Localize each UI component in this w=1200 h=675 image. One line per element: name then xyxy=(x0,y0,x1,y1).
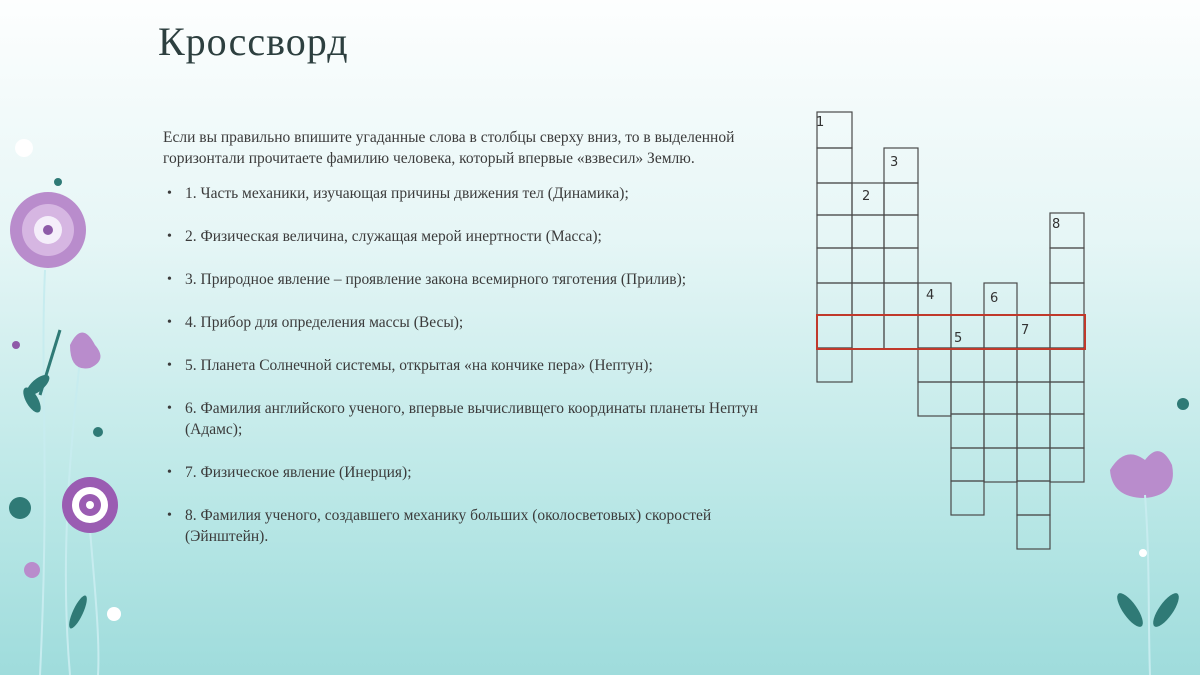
clue-text: 5. Планета Солнечной системы, открытая «на кончике пера» (Нептун); xyxy=(185,357,653,374)
crossword-cell[interactable] xyxy=(918,348,951,382)
crossword-cell[interactable] xyxy=(817,148,852,183)
bullet-icon: • xyxy=(167,186,172,201)
bullet-icon: • xyxy=(167,465,172,480)
crossword-cell[interactable] xyxy=(984,414,1017,448)
crossword-cell[interactable] xyxy=(852,215,884,248)
crossword-cell[interactable] xyxy=(951,448,984,481)
clue-text: 4. Прибор для определения массы (Весы); xyxy=(185,314,464,331)
crossword-cell[interactable] xyxy=(884,215,918,248)
crossword-cell[interactable] xyxy=(1050,414,1084,448)
crossword-cell[interactable] xyxy=(884,183,918,215)
crossword-cell[interactable] xyxy=(918,283,951,315)
crossword-cell[interactable] xyxy=(951,481,984,515)
slide-title: Кроссворд xyxy=(158,19,349,64)
crossword-cell[interactable] xyxy=(884,248,918,283)
bullet-icon: • xyxy=(167,401,172,416)
crossword-cell[interactable] xyxy=(852,315,884,349)
crossword-cell[interactable] xyxy=(817,348,852,382)
intro-text: Если вы правильно впишите угаданные слова в столбцы сверху вниз, то в выделенной горизонтали прочитаете фамилию человека, который впервые «взвесил» Землю. xyxy=(163,129,735,167)
clue-number-2: 2 xyxy=(862,189,871,204)
crossword-cell[interactable] xyxy=(817,283,852,315)
crossword-cell[interactable] xyxy=(1050,248,1084,283)
crossword-cell[interactable] xyxy=(1050,315,1084,348)
crossword-cell[interactable] xyxy=(984,283,1017,315)
crossword-cell[interactable] xyxy=(984,448,1017,482)
clue-number-3: 3 xyxy=(890,155,899,170)
crossword-cell[interactable] xyxy=(1017,382,1050,414)
crossword-cell[interactable] xyxy=(852,248,884,283)
bullet-icon: • xyxy=(167,358,172,373)
bullet-icon: • xyxy=(167,508,172,523)
clue-number-8: 8 xyxy=(1052,217,1061,232)
crossword-cell[interactable] xyxy=(884,315,918,349)
clue-text: 3. Природное явление – проявление закона всемирного тяготения (Прилив); xyxy=(185,271,687,288)
clue-text: 6. Фамилия английского ученого, впервые вычисливщего координаты планеты Нептун (Адамс); xyxy=(185,400,758,438)
bullet-icon: • xyxy=(167,272,172,287)
crossword-cell[interactable] xyxy=(1050,448,1084,482)
clue-text: 1. Часть механики, изучающая причины движения тел (Динамика); xyxy=(185,185,629,202)
bullet-icon: • xyxy=(167,315,172,330)
crossword-cell[interactable] xyxy=(1017,481,1050,515)
crossword-cell[interactable] xyxy=(884,283,918,315)
crossword-cell[interactable] xyxy=(984,348,1017,382)
crossword-cell[interactable] xyxy=(951,348,984,382)
crossword-cells xyxy=(817,112,1084,549)
crossword-cell[interactable] xyxy=(1017,515,1050,549)
clue-text: 8. Фамилия ученого, создавшего механику больших (околосветовых) скоростей (Эйнштейн). xyxy=(185,507,712,545)
clue-number-1: 1 xyxy=(816,115,825,130)
crossword-cell[interactable] xyxy=(984,315,1017,348)
crossword-cell[interactable] xyxy=(852,283,884,315)
crossword-cell[interactable] xyxy=(951,414,984,448)
crossword-cell[interactable] xyxy=(1050,382,1084,414)
crossword-cell[interactable] xyxy=(984,382,1017,414)
crossword-cell[interactable] xyxy=(918,382,951,416)
crossword-cell[interactable] xyxy=(817,183,852,215)
bullet-icon: • xyxy=(167,229,172,244)
clue-number-6: 6 xyxy=(990,291,999,306)
crossword-cell[interactable] xyxy=(817,215,852,248)
clue-number-7: 7 xyxy=(1021,323,1030,338)
crossword-cell[interactable] xyxy=(817,248,852,283)
crossword-cell[interactable] xyxy=(1050,348,1084,382)
clue-text: 2. Физическая величина, служащая мерой инертности (Масса); xyxy=(185,228,602,245)
clue-text: 7. Физическое явление (Инерция); xyxy=(185,464,412,481)
clue-number-4: 4 xyxy=(926,288,935,303)
crossword-cell[interactable] xyxy=(1017,448,1050,481)
clue-number-5: 5 xyxy=(954,331,963,346)
crossword-cell[interactable] xyxy=(918,315,951,348)
crossword-cell[interactable] xyxy=(1017,348,1050,382)
crossword-cell[interactable] xyxy=(951,382,984,414)
crossword-cell[interactable] xyxy=(1017,414,1050,448)
crossword-cell[interactable] xyxy=(1050,283,1084,315)
crossword-cell[interactable] xyxy=(817,315,852,348)
